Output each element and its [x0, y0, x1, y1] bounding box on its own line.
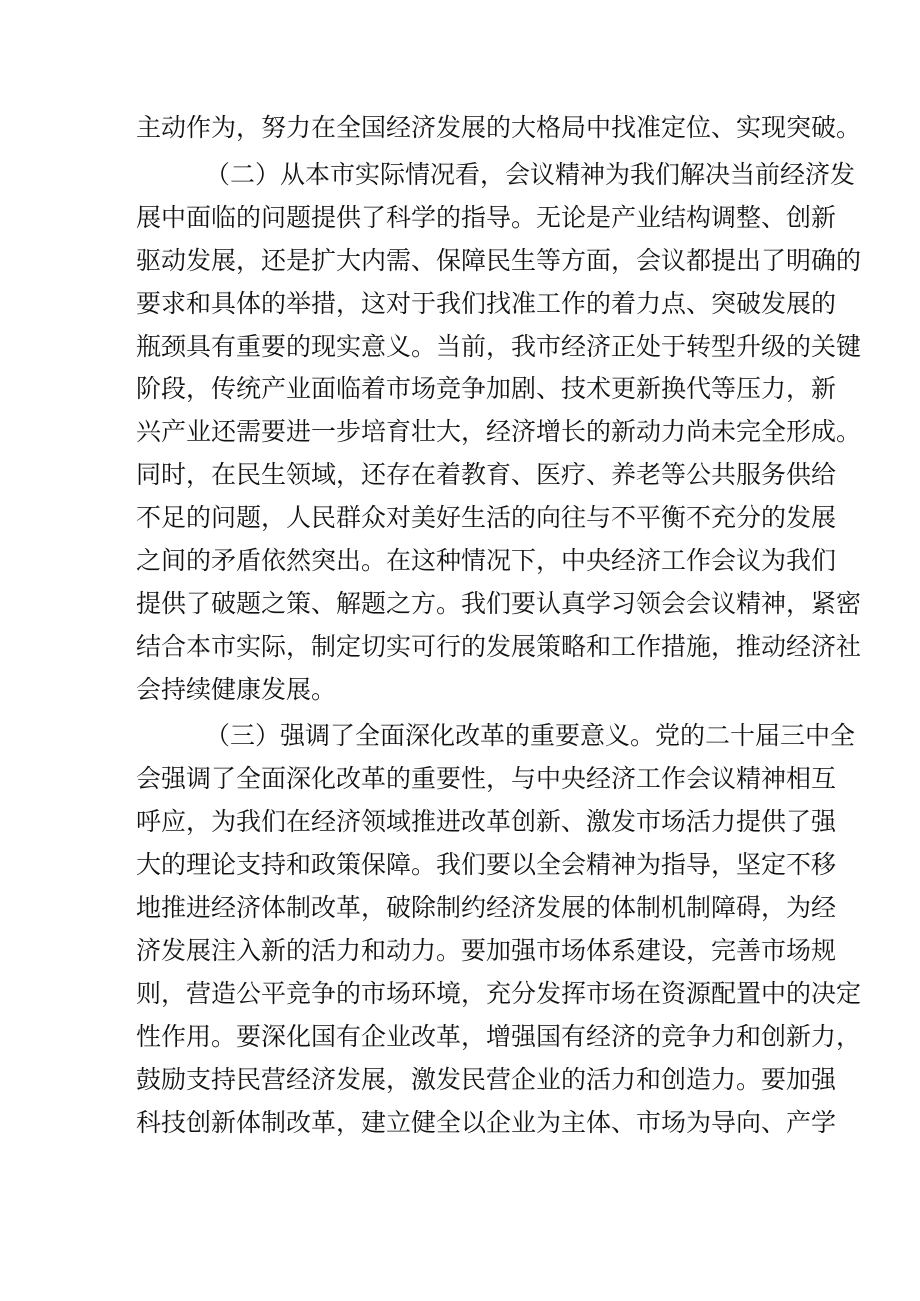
text-line: 鼓励支持民营经济发展，激发民营企业的活力和创造力。要加强	[136, 1065, 837, 1094]
text-line: 要求和具体的举措，这对于我们找准工作的着力点、突破发展的	[136, 289, 837, 318]
text-line: 性作用。要深化国有企业改革，增强国有经济的竞争力和创新力，	[136, 1022, 862, 1051]
text-line: 驱动发展，还是扩大内需、保障民生等方面，会议都提出了明确的	[136, 246, 862, 275]
text-line: 瓶颈具有重要的现实意义。当前，我市经济正处于转型升级的关键	[136, 332, 862, 361]
text-line: 地推进经济体制改革，破除制约经济发展的体制机制障碍，为经	[136, 893, 837, 922]
text-line: 提供了破题之策、解题之方。我们要认真学习领会会议精神，紧密	[136, 589, 862, 618]
text-line: 之间的矛盾依然突出。在这种情况下，中央经济工作会议为我们	[136, 546, 837, 575]
text-line: 同时，在民生领域，还存在着教育、医疗、养老等公共服务供给	[136, 460, 837, 489]
text-line: 展中面临的问题提供了科学的指导。无论是产业结构调整、创新	[136, 203, 837, 232]
paragraph-heading-3: （三）强调了全面深化改革的重要意义。党的二十届三中全	[205, 721, 856, 750]
text-line: 则，营造公平竞争的市场环境，充分发挥市场在资源配置中的决定	[136, 979, 862, 1008]
text-line: 科技创新体制改革，建立健全以企业为主体、市场为导向、产学	[136, 1108, 837, 1137]
text-line: 会持续健康发展。	[136, 675, 337, 704]
text-line: 阶段，传统产业面临着市场竞争加剧、技术更新换代等压力，新	[136, 374, 837, 403]
text-line: 兴产业还需要进一步培育壮大，经济增长的新动力尚未完全形成。	[136, 417, 862, 446]
text-line: 不足的问题，人民群众对美好生活的向往与不平衡不充分的发展	[136, 503, 837, 532]
text-line: 结合本市实际，制定切实可行的发展策略和工作措施，推动经济社	[136, 632, 862, 661]
paragraph-heading-2: （二）从本市实际情况看，会议精神为我们解决当前经济发	[205, 160, 856, 189]
text-line: 济发展注入新的活力和动力。要加强市场体系建设，完善市场规	[136, 936, 837, 965]
text-line: 呼应，为我们在经济领域推进改革创新、激发市场活力提供了强	[136, 807, 837, 836]
text-line: 大的理论支持和政策保障。我们要以全会精神为指导，坚定不移	[136, 850, 837, 879]
text-line: 主动作为，努力在全国经济发展的大格局中找准定位、实现突破。	[136, 113, 862, 142]
text-line: 会强调了全面深化改革的重要性，与中央经济工作会议精神相互	[136, 764, 837, 793]
